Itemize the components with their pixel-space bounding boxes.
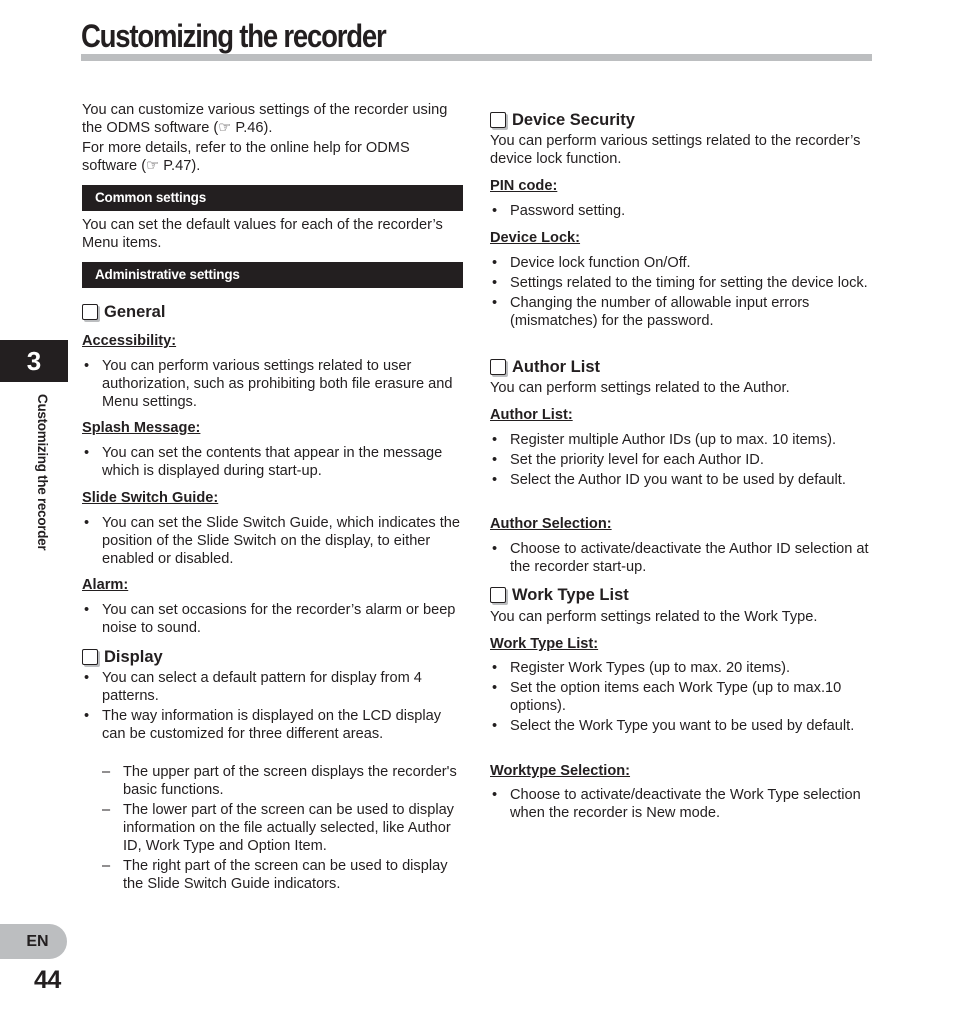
intro-paragraph: You can customize various settings of the recorder using the ODMS software (☞ P.46). bbox=[82, 102, 448, 136]
list-item: • You can set the contents that appear in the message which is displayed during start-up. bbox=[82, 444, 464, 480]
list-item: • Register multiple Author IDs (up to max. 10 items). bbox=[490, 431, 878, 449]
administrative-settings-bar: Administrative settings bbox=[82, 262, 463, 288]
list-item: • You can select a default pattern for display from 4 patterns. bbox=[82, 669, 464, 705]
list-item: • Set the priority level for each Author ID. bbox=[490, 451, 878, 469]
chapter-side-label: Customizing the recorder bbox=[35, 394, 50, 551]
device-lock-list bbox=[490, 254, 878, 332]
list-item: • You can perform various settings related to user authorization, such as prohibiting both file erasure and Menu settings. bbox=[82, 357, 464, 411]
checkbox-square-icon bbox=[490, 112, 506, 128]
device-security-heading bbox=[490, 110, 635, 130]
intro-paragraph-help: For more details, refer to the online help for ODMS software (☞ P.47). bbox=[82, 140, 410, 174]
title-rule bbox=[81, 54, 872, 61]
list-item: • Select the Author ID you want to be used by default. bbox=[490, 471, 878, 489]
list-item: • Choose to activate/deactivate the Author ID selection at the recorder start-up. bbox=[490, 540, 878, 576]
author-selection-list bbox=[490, 540, 878, 578]
author-list-heading bbox=[490, 357, 600, 377]
list-item: • Choose to activate/deactivate the Work Type selection when the recorder is New mode. bbox=[490, 786, 878, 822]
author-list-heading-label: Author List bbox=[512, 358, 600, 376]
author-list-items bbox=[490, 431, 878, 491]
work-type-list-heading-label: Work Type List bbox=[512, 586, 629, 604]
work-type-list-text: You can perform settings related to the Work Type. bbox=[490, 609, 818, 625]
checkbox-square-icon bbox=[82, 304, 98, 320]
list-item: • Password setting. bbox=[490, 202, 878, 220]
page-number: 44 bbox=[34, 966, 61, 994]
author-list-text: You can perform settings related to the Author. bbox=[490, 380, 790, 396]
checkbox-square-icon bbox=[490, 587, 506, 603]
work-type-list-items bbox=[490, 659, 878, 737]
common-settings-bar: Common settings bbox=[82, 185, 463, 211]
list-item: – The lower part of the screen can be used to display information on the file actually selected, like Author ID, Work Type and Option Item. bbox=[82, 801, 464, 855]
splash-message-list bbox=[82, 444, 464, 482]
checkbox-square-icon bbox=[82, 649, 98, 665]
accessibility-title: Accessibility: bbox=[82, 333, 177, 349]
slide-switch-guide-title: Slide Switch Guide: bbox=[82, 490, 219, 506]
display-heading bbox=[82, 647, 163, 667]
accessibility-list bbox=[82, 357, 464, 413]
list-item: • The way information is displayed on the LCD display can be customized for three different areas. bbox=[82, 707, 464, 743]
slide-switch-guide-list bbox=[82, 514, 464, 570]
checkbox-square-icon bbox=[490, 359, 506, 375]
general-heading-label: General bbox=[104, 303, 166, 321]
language-badge: EN bbox=[0, 924, 67, 959]
device-security-heading-label: Device Security bbox=[512, 111, 635, 129]
device-security-text: You can perform various settings related to the recorder’s device lock function. bbox=[490, 133, 861, 167]
list-item: • Changing the number of allowable input errors (mismatches) for the password. bbox=[490, 294, 878, 330]
pin-code-title: PIN code: bbox=[490, 178, 558, 194]
list-item: • You can set the Slide Switch Guide, which indicates the position of the Slide Switch on the display, to either enabled or disabled. bbox=[82, 514, 464, 568]
list-item: • Device lock function On/Off. bbox=[490, 254, 878, 272]
pin-code-list bbox=[490, 202, 878, 222]
list-item: • Set the option items each Work Type (up to max.10 options). bbox=[490, 679, 878, 715]
worktype-selection-list bbox=[490, 786, 878, 824]
list-item: – The upper part of the screen displays the recorder's basic functions. bbox=[82, 763, 464, 799]
list-item: – The right part of the screen can be used to display the Slide Switch Guide indicators. bbox=[82, 857, 464, 893]
list-item: • Settings related to the timing for setting the device lock. bbox=[490, 274, 878, 292]
general-heading bbox=[82, 302, 165, 322]
alarm-list bbox=[82, 601, 464, 639]
worktype-selection-title: Worktype Selection: bbox=[490, 763, 631, 779]
list-item: • You can set occasions for the recorder’s alarm or beep noise to sound. bbox=[82, 601, 464, 637]
common-settings-text: You can set the default values for each of the recorder’s Menu items. bbox=[82, 217, 443, 251]
page-title: Customizing the recorder bbox=[81, 18, 386, 54]
device-lock-title: Device Lock: bbox=[490, 230, 581, 246]
display-heading-label: Display bbox=[104, 648, 163, 666]
chapter-tab: 3 bbox=[0, 340, 68, 382]
author-selection-title: Author Selection: bbox=[490, 516, 612, 532]
work-type-list-title: Work Type List: bbox=[490, 636, 599, 652]
display-list bbox=[82, 669, 464, 745]
work-type-list-heading bbox=[490, 585, 629, 605]
display-area-list bbox=[82, 763, 464, 895]
author-list-title: Author List: bbox=[490, 407, 573, 423]
list-item: • Register Work Types (up to max. 20 items). bbox=[490, 659, 878, 677]
list-item: • Select the Work Type you want to be used by default. bbox=[490, 717, 878, 735]
alarm-title: Alarm: bbox=[82, 577, 129, 593]
splash-message-title: Splash Message: bbox=[82, 420, 201, 436]
